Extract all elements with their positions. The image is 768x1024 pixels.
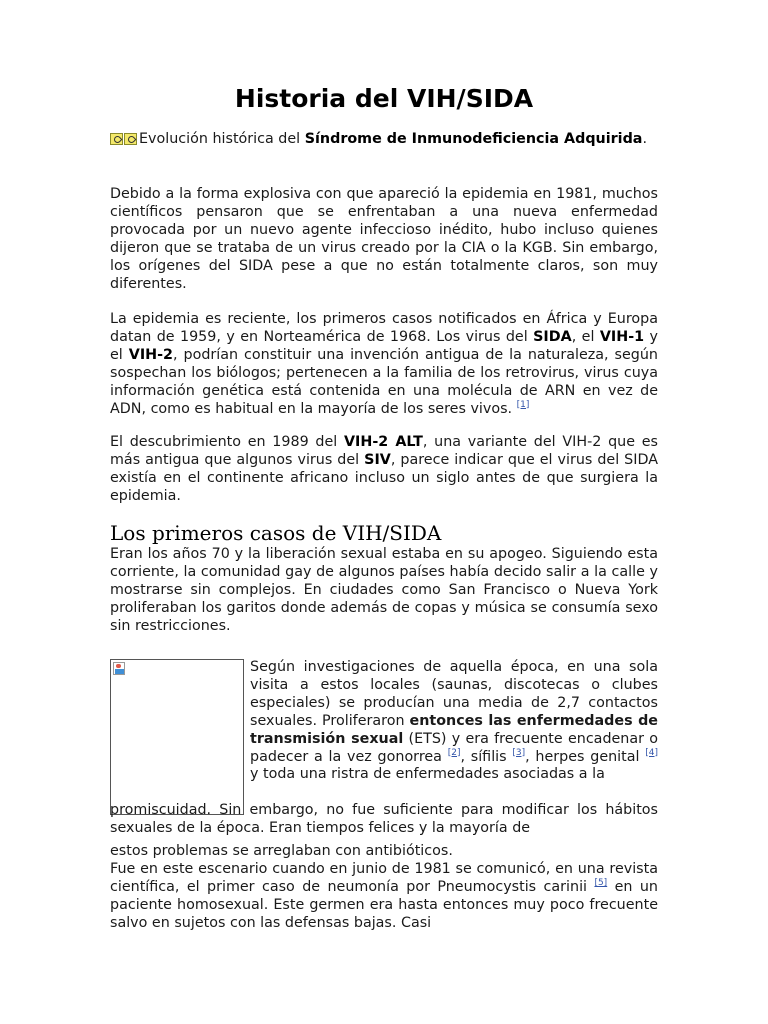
decorative-icons [110,133,138,151]
text: , parece indicar que el virus del SIDA existía en el continente africano incluso un siglo antes de que surgiera la epidemia. [110,451,658,504]
text: La epidemia es reciente, los primeros casos notificados en África y Europa datan de 1959, y en Norteamérica de 1968. Los virus del [110,311,658,345]
text: y el [110,328,658,363]
broken-image-icon [113,662,125,675]
text: , sífilis [460,748,513,765]
paragraph-origins: Debido a la forma explosiva con que apareció la epidemia en 1981, muchos científicos pensaron que se enfrentaban a una nueva enfermedad provocada por un nuevo agente infeccioso inédito, hubo incluso quienes dijeron que se trataba de un virus creado por la CIA o la KGB. Sin embargo, los orígenes del SIDA pese a que no están totalmente claros, son muy diferentes. [110,186,658,292]
paragraph-investigations-continued: promiscuidad. Sin embargo, no fue suficiente para modificar los hábitos sexuales de la época. Eran tiempos felices y la mayoría de [110,802,658,836]
bold-term: VIH-1 [599,328,645,345]
paragraph-investigations-end: estos problemas se arreglaban con antibióticos. [110,843,453,859]
footnote-ref [448,748,461,758]
intro-bold: Síndrome de Inmunodeficiencia Adquirida [304,131,643,147]
bold-term: VIH-2 ALT [343,434,423,450]
intro-paragraph [110,131,658,151]
paragraph-first-case [110,861,658,933]
text: (ETS) y era frecuente encadenar o padecer a la vez gonorrea [250,730,659,765]
text: Fue en este escenario cuando en junio de 1981 se comunicó, en una revista científica, el primer caso de neumonía por Pneumocystis carinii [110,861,658,895]
text: Según investigaciones de aquella época, en una sola visita a estos locales (saunas, discotecas o clubes especiales) se producían una media de 2,7 contactos sexuales. Proliferaron [250,659,658,729]
intro-tail: . [642,131,648,147]
text: , herpes genital [525,748,646,765]
image-placeholder [110,659,244,815]
page-title: Historia del VIH/SIDA [234,84,534,113]
footnote-ref [512,748,525,758]
intro-lead: Evolución histórica del [139,131,305,147]
paragraph-discovery [110,434,658,506]
bold-term: SIV [364,451,391,468]
paragraph-investigations-wrapped [250,659,658,784]
emoticon-icon [124,133,137,145]
text: , podrían constituir una invención antigua de la naturaleza, según sospechan los biólogos; pertenecen a la familia de los retrovirus, virus cuya información genética está contenida en una molécula de ARN en vez de ADN, como es habitual en la mayoría de los seres vivos. [110,346,658,417]
footnote-ref [645,748,658,758]
text: , una variante del VIH-2 que es más antigua que algunos virus del [110,434,658,468]
footnote-link-5[interactable]: [5] [594,878,608,889]
text: , el [571,328,600,345]
paragraph-epidemic [110,311,658,418]
footnote-ref [594,878,607,888]
footnote-link-1[interactable]: [1] [516,399,530,410]
emoticon-icon [110,133,123,145]
text: El descubrimiento en 1989 del [110,434,344,450]
bold-term: entonces las enfermedades de transmisión sexual [250,712,658,747]
paragraph-seventies: Eran los años 70 y la liberación sexual estaba en su apogeo. Siguiendo esta corriente, la comunidad gay de algunos países había decido salir a la calle y mostrarse sin complejos. En ciudades como San Francisco o Nueva York proliferaban los garitos donde además de copas y música se consumía sexo sin restricciones. [110,546,658,634]
footnote-ref [517,400,530,410]
text: en un paciente homosexual. Este germen era hasta entonces muy poco frecuente salvo en sujetos con las defensas bajas. Casi [110,878,658,931]
footnote-link-4[interactable]: [4] [645,747,658,758]
section-title: Los primeros casos de VIH/SIDA [110,521,442,545]
footnote-link-2[interactable]: [2] [447,747,461,758]
bold-term: SIDA [533,328,572,345]
text: y toda una ristra de enfermedades asociadas a la [250,766,605,783]
bold-term: VIH-2 [128,346,173,363]
footnote-link-3[interactable]: [3] [512,747,526,758]
